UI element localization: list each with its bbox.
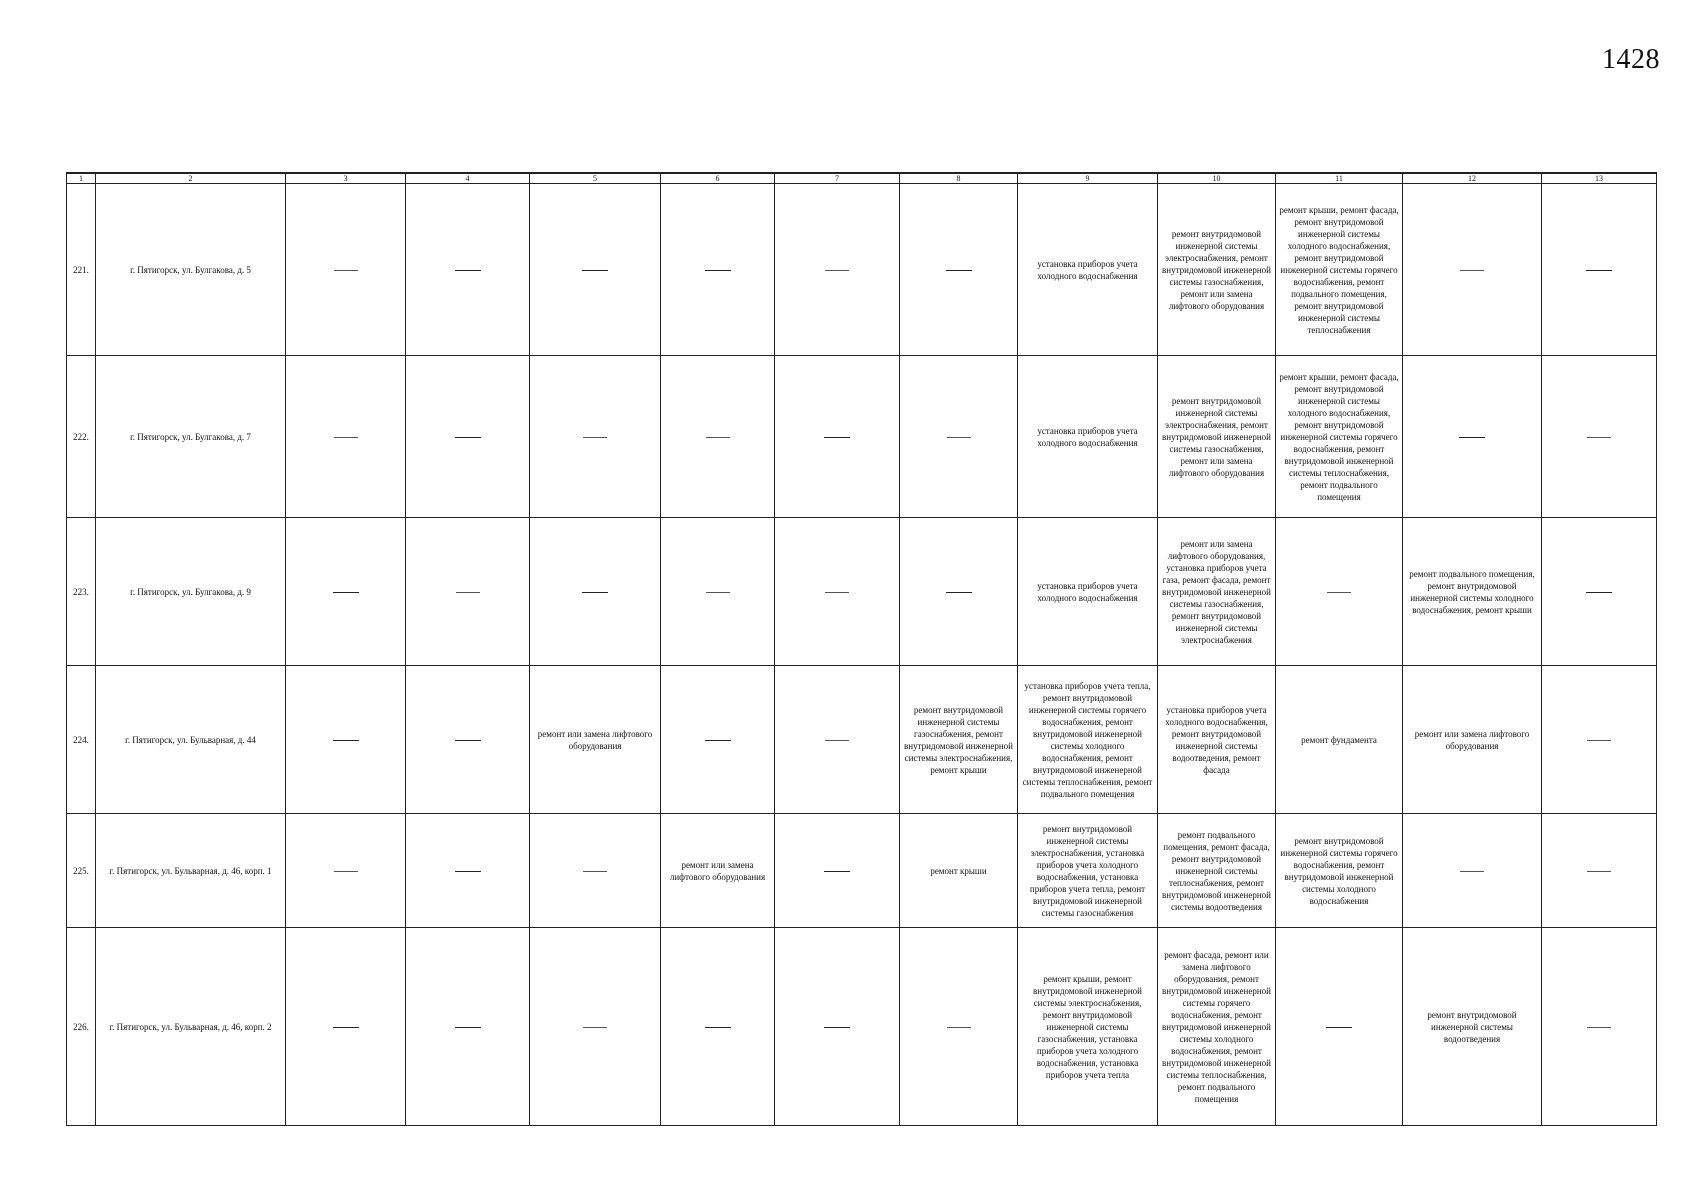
column-header: 4 [406, 173, 530, 184]
column-header: 13 [1542, 173, 1657, 184]
dash-mark [334, 437, 358, 438]
cell-col-10: ремонт подвального помещения, ремонт фасада, ремонт внутридомовой инженерной системы теплоснабжения, ремонт внутридомовой инженерной системы водоотведения [1158, 814, 1276, 928]
cell-col-7 [775, 814, 900, 928]
dash-mark [334, 871, 358, 872]
cell-col-12: ремонт подвального помещения, ремонт внутридомовой инженерной системы холодного водоснабжения, ремонт крыши [1403, 518, 1542, 666]
row-number: 226. [67, 928, 96, 1126]
cell-col-10: ремонт или замена лифтового оборудования, установка приборов учета газа, ремонт фасада, ремонт внутридомовой инженерной системы газоснабжения, ремонт внутридомовой инженерной системы электроснабжения [1158, 518, 1276, 666]
cell-col-4 [406, 928, 530, 1126]
row-number: 225. [67, 814, 96, 928]
cell-col-12: ремонт внутридомовой инженерной системы водоотведения [1403, 928, 1542, 1126]
dash-mark [825, 270, 849, 271]
cell-col-6 [661, 928, 775, 1126]
dash-mark [825, 740, 849, 741]
cell-col-6 [661, 666, 775, 814]
cell-col-4 [406, 666, 530, 814]
cell-col-11 [1276, 518, 1403, 666]
cell-col-5 [530, 928, 661, 1126]
dash-mark [825, 592, 849, 593]
dash-mark [705, 740, 731, 741]
cell-col-7 [775, 518, 900, 666]
cell-col-5: ремонт или замена лифтового оборудования [530, 666, 661, 814]
dash-mark [333, 592, 359, 593]
cell-col-10: ремонт фасада, ремонт или замена лифтового оборудования, ремонт внутридомовой инженерной системы горячего водоснабжения, ремонт внутридомовой инженерной системы холодного водоснабжения, ремонт внутридомовой инженерной системы теплоснабжения, ремонт подвального помещения [1158, 928, 1276, 1126]
row-address: г. Пятигорск, ул. Булгакова, д. 5 [96, 184, 286, 356]
column-header: 7 [775, 173, 900, 184]
cell-col-10: ремонт внутридомовой инженерной системы электроснабжения, ремонт внутридомовой инженерной системы газоснабжения, ремонт или замена лифтового оборудования [1158, 184, 1276, 356]
dash-mark [824, 437, 850, 438]
cell-col-13 [1542, 928, 1657, 1126]
table-row [67, 814, 1657, 928]
cell-col-12 [1403, 814, 1542, 928]
column-header: 10 [1158, 173, 1276, 184]
cell-col-7 [775, 928, 900, 1126]
cell-col-7 [775, 666, 900, 814]
table-row [67, 666, 1657, 814]
column-header: 8 [900, 173, 1018, 184]
dash-mark [1586, 592, 1612, 593]
dash-mark [706, 437, 730, 438]
column-header: 12 [1403, 173, 1542, 184]
page-number: 1428 [1602, 44, 1660, 75]
dash-mark [333, 1027, 359, 1028]
cell-col-8 [900, 518, 1018, 666]
cell-col-11: ремонт фундамента [1276, 666, 1403, 814]
cell-col-4 [406, 184, 530, 356]
cell-col-6: ремонт или замена лифтового оборудования [661, 814, 775, 928]
cell-col-10: ремонт внутридомовой инженерной системы электроснабжения, ремонт внутридомовой инженерной системы газоснабжения, ремонт или замена лифтового оборудования [1158, 356, 1276, 518]
dash-mark [1587, 1027, 1611, 1028]
row-number: 224. [67, 666, 96, 814]
cell-col-12 [1403, 356, 1542, 518]
dash-mark [1326, 1027, 1352, 1028]
cell-col-9: ремонт внутридомовой инженерной системы электроснабжения, установка приборов учета холодного водоснабжения, установка приборов учета тепла, ремонт внутридомовой инженерной системы газоснабжения [1018, 814, 1158, 928]
dash-mark [947, 1027, 971, 1028]
dash-mark [1327, 592, 1351, 593]
cell-col-9: установка приборов учета холодного водоснабжения [1018, 356, 1158, 518]
cell-col-9: установка приборов учета холодного водоснабжения [1018, 184, 1158, 356]
column-header: 3 [286, 173, 406, 184]
cell-col-5 [530, 814, 661, 928]
dash-mark [455, 437, 481, 438]
cell-col-7 [775, 184, 900, 356]
cell-col-11: ремонт крыши, ремонт фасада, ремонт внутридомовой инженерной системы холодного водоснабжения, ремонт внутридомовой инженерной системы горячего водоснабжения, ремонт внутридомовой инженерной системы теплоснабжения, ремонт подвального помещения [1276, 356, 1403, 518]
row-address: г. Пятигорск, ул. Булгакова, д. 9 [96, 518, 286, 666]
dash-mark [583, 437, 607, 438]
dash-mark [705, 270, 731, 271]
column-header: 2 [96, 173, 286, 184]
cell-col-13 [1542, 666, 1657, 814]
cell-col-10: установка приборов учета холодного водоснабжения, ремонт внутридомовой инженерной системы водоотведения, ремонт фасада [1158, 666, 1276, 814]
cell-col-12: ремонт или замена лифтового оборудования [1403, 666, 1542, 814]
cell-col-6 [661, 356, 775, 518]
dash-mark [947, 437, 971, 438]
dash-mark [824, 871, 850, 872]
row-address: г. Пятигорск, ул. Булгакова, д. 7 [96, 356, 286, 518]
cell-col-8 [900, 184, 1018, 356]
row-address: г. Пятигорск, ул. Бульварная, д. 44 [96, 666, 286, 814]
dash-mark [582, 270, 608, 271]
dash-mark [1587, 437, 1611, 438]
dash-mark [1587, 871, 1611, 872]
cell-col-9: ремонт крыши, ремонт внутридомовой инженерной системы электроснабжения, ремонт внутридомовой инженерной системы газоснабжения, установка приборов учета холодного водоснабжения, установка приборов учета тепла [1018, 928, 1158, 1126]
cell-col-7 [775, 356, 900, 518]
cell-col-8: ремонт крыши [900, 814, 1018, 928]
cell-col-8 [900, 356, 1018, 518]
cell-col-6 [661, 518, 775, 666]
dash-mark [706, 592, 730, 593]
cell-col-5 [530, 356, 661, 518]
dash-mark [455, 270, 481, 271]
cell-col-11 [1276, 928, 1403, 1126]
column-header: 9 [1018, 173, 1158, 184]
cell-col-3 [286, 356, 406, 518]
cell-col-11: ремонт крыши, ремонт фасада, ремонт внутридомовой инженерной системы холодного водоснабжения, ремонт внутридомовой инженерной системы горячего водоснабжения, ремонт подвального помещения, ремонт внутридомовой инженерной системы теплоснабжения [1276, 184, 1403, 356]
cell-col-12 [1403, 184, 1542, 356]
cell-col-3 [286, 666, 406, 814]
cell-col-3 [286, 928, 406, 1126]
column-number-row [67, 173, 1657, 184]
dash-mark [583, 871, 607, 872]
row-address: г. Пятигорск, ул. Бульварная, д. 46, корп. 2 [96, 928, 286, 1126]
dash-mark [455, 1027, 481, 1028]
dash-mark [1587, 740, 1611, 741]
repair-schedule-table [66, 172, 1657, 1126]
dash-mark [1459, 437, 1485, 438]
dash-mark [946, 592, 972, 593]
row-number: 221. [67, 184, 96, 356]
dash-mark [455, 740, 481, 741]
dash-mark [334, 270, 358, 271]
column-header: 6 [661, 173, 775, 184]
dash-mark [1460, 871, 1484, 872]
column-header: 1 [67, 173, 96, 184]
cell-col-4 [406, 356, 530, 518]
cell-col-8: ремонт внутридомовой инженерной системы газоснабжения, ремонт внутридомовой инженерной системы электроснабжения, ремонт крыши [900, 666, 1018, 814]
cell-col-13 [1542, 356, 1657, 518]
cell-col-3 [286, 184, 406, 356]
cell-col-8 [900, 928, 1018, 1126]
table-row [67, 518, 1657, 666]
dash-mark [946, 270, 972, 271]
dash-mark [333, 740, 359, 741]
cell-col-9: установка приборов учета тепла, ремонт внутридомовой инженерной системы горячего водоснабжения, ремонт внутридомовой инженерной системы холодного водоснабжения, ремонт внутридомовой инженерной системы теплоснабжения, ремонт подвального помещения [1018, 666, 1158, 814]
table-row [67, 928, 1657, 1126]
dash-mark [456, 592, 480, 593]
cell-col-11: ремонт внутридомовой инженерной системы горячего водоснабжения, ремонт внутридомовой инженерной системы холодного водоснабжения [1276, 814, 1403, 928]
row-number: 223. [67, 518, 96, 666]
table-row [67, 184, 1657, 356]
dash-mark [824, 1027, 850, 1028]
cell-col-6 [661, 184, 775, 356]
column-header: 5 [530, 173, 661, 184]
table-row [67, 356, 1657, 518]
cell-col-5 [530, 184, 661, 356]
cell-col-5 [530, 518, 661, 666]
dash-mark [1586, 270, 1612, 271]
cell-col-9: установка приборов учета холодного водоснабжения [1018, 518, 1158, 666]
row-address: г. Пятигорск, ул. Бульварная, д. 46, корп. 1 [96, 814, 286, 928]
cell-col-3 [286, 518, 406, 666]
cell-col-4 [406, 518, 530, 666]
cell-col-13 [1542, 184, 1657, 356]
column-header: 11 [1276, 173, 1403, 184]
cell-col-3 [286, 814, 406, 928]
dash-mark [583, 1027, 607, 1028]
dash-mark [1460, 270, 1484, 271]
dash-mark [705, 1027, 731, 1028]
cell-col-4 [406, 814, 530, 928]
row-number: 222. [67, 356, 96, 518]
dash-mark [582, 592, 608, 593]
dash-mark [455, 871, 481, 872]
cell-col-13 [1542, 518, 1657, 666]
cell-col-13 [1542, 814, 1657, 928]
